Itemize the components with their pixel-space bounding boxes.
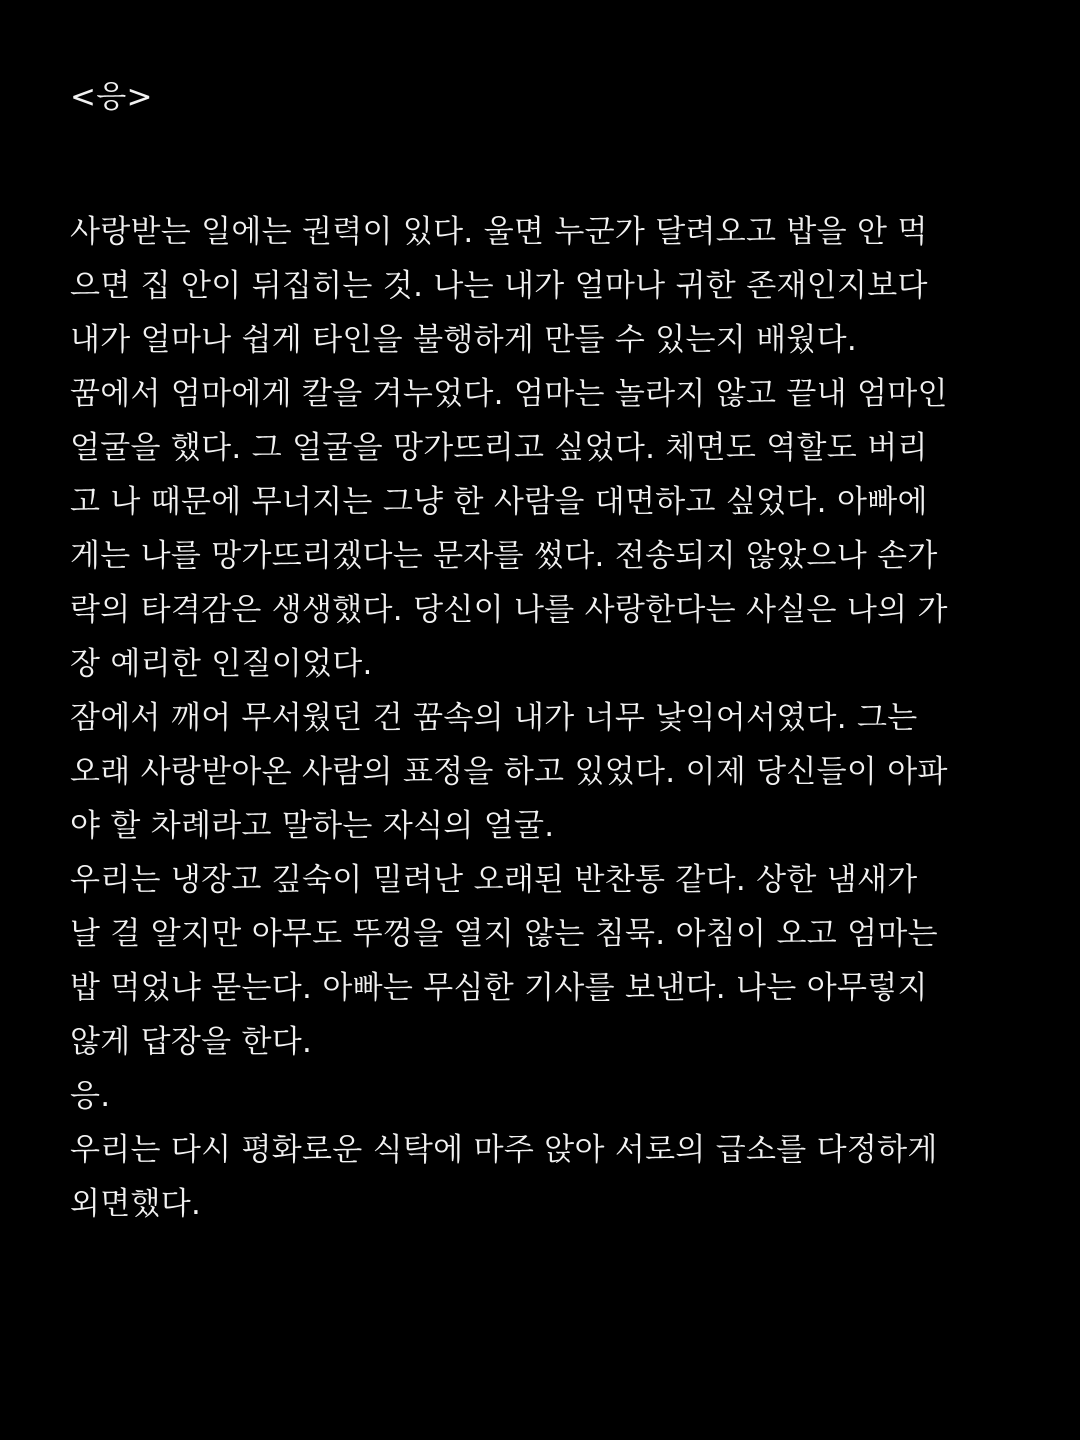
text-line: 으면 집 안이 뒤집히는 것. 나는 내가 얼마나 귀한 존재인지보다 [70, 268, 928, 304]
text-line: 장 예리한 인질이었다. [70, 646, 373, 682]
paragraph-4 [70, 853, 1020, 1069]
text-line: 우리는 냉장고 깊숙이 밀려난 오래된 반찬통 같다. 상한 냄새가 [70, 862, 918, 898]
text-line: 않게 답장을 한다. [70, 1024, 313, 1060]
paragraph-6 [70, 1123, 1020, 1231]
text-line: 락의 타격감은 생생했다. 당신이 나를 사랑한다는 사실은 나의 가 [70, 592, 948, 628]
text-line: 잠에서 깨어 무서웠던 건 꿈속의 내가 너무 낯익어서였다. 그는 [70, 700, 918, 736]
paragraph-2 [70, 367, 1020, 691]
text-line: 사랑받는 일에는 권력이 있다. 울면 누군가 달려오고 밥을 안 먹 [70, 214, 928, 250]
text-line: 고 나 때문에 무너지는 그냥 한 사람을 대면하고 싶었다. 아빠에 [70, 484, 928, 520]
text-line: 오래 사랑받아온 사람의 표정을 하고 있었다. 이제 당신들이 아파 [70, 754, 948, 790]
text-line: 외면했다. [70, 1186, 202, 1222]
title-spacer [70, 124, 1020, 205]
text-line: 얼굴을 했다. 그 얼굴을 망가뜨리고 싶었다. 체면도 역할도 버리 [70, 430, 928, 466]
text-line: 날 걸 알지만 아무도 뚜껑을 열지 않는 침묵. 아침이 오고 엄마는 [70, 916, 938, 952]
paragraph-3 [70, 691, 1020, 853]
text-line: 우리는 다시 평화로운 식탁에 마주 앉아 서로의 급소를 다정하게 [70, 1132, 938, 1168]
paragraph-1 [70, 205, 1020, 367]
text-line: 밥 먹었냐 묻는다. 아빠는 무심한 기사를 보낸다. 나는 아무렇지 [70, 970, 928, 1006]
document-page [70, 70, 1020, 1231]
text-line: 야 할 차례라고 말하는 자식의 얼굴. [70, 808, 555, 844]
paragraph-5 [70, 1069, 1020, 1123]
text-line: 내가 얼마나 쉽게 타인을 불행하게 만들 수 있는지 배웠다. [70, 322, 858, 358]
text-line: 응. [70, 1078, 111, 1114]
text-line: 꿈에서 엄마에게 칼을 겨누었다. 엄마는 놀라지 않고 끝내 엄마인 [70, 376, 948, 412]
text-line: 게는 나를 망가뜨리겠다는 문자를 썼다. 전송되지 않았으나 손가 [70, 538, 938, 574]
document-title: <응> [70, 79, 153, 115]
